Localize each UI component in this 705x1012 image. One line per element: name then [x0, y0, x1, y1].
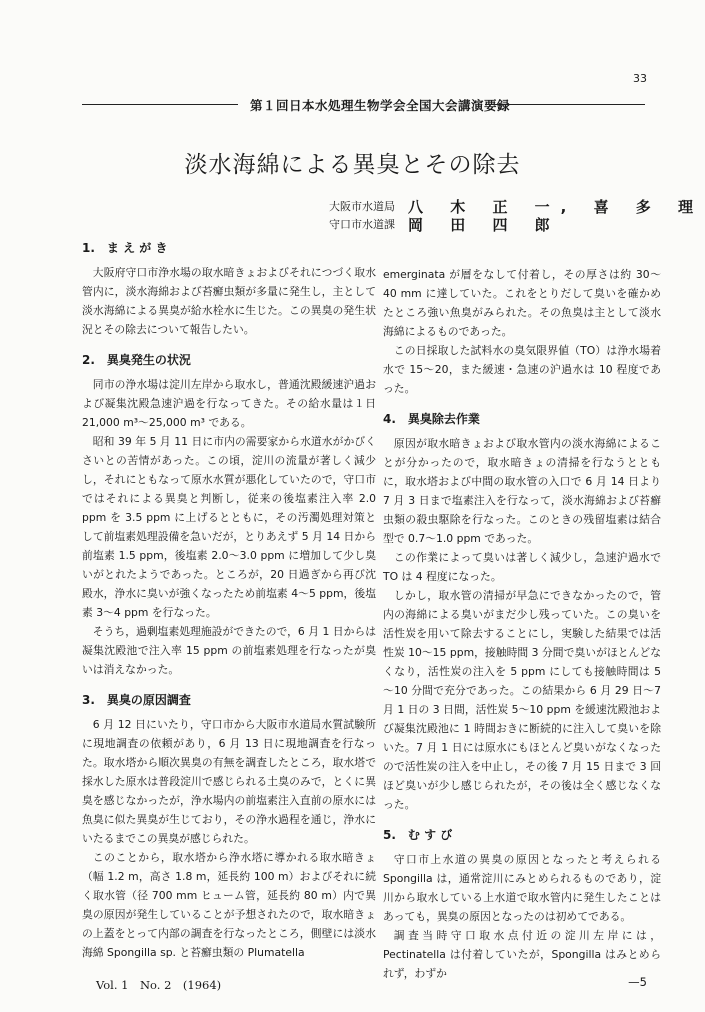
paragraph: 調査当時守口取水点付近の淀川左岸には，Pectinatella は付着していたが，Spongilla はみとめられず，わずか — [383, 929, 661, 980]
banner-text: 第１回日本水処理生物学会全国大会講演要録 — [250, 98, 511, 113]
paragraph: 守口市上水道の異臭の原因となったと考えられる Spongilla は，通常淀川にみとめられるものであり，淀川から取水している上水道で取水管内に発生したことはあっても，異臭の原因となったのは初めてである。 — [383, 853, 661, 923]
paragraph: そうち，過剰塩素処理施設ができたので，6 月 1 日からは凝集沈殿池で注入率 15 ppm の前塩素処理を行なったが臭いは消えなかった。 — [82, 625, 376, 676]
section-heading: 4. 異臭除去作業 — [383, 412, 480, 426]
section-heading: 3. 異臭の原因調査 — [82, 693, 191, 707]
paper-title: 淡水海綿による異臭とその除去 — [184, 152, 521, 178]
paragraph: この作業によって臭いは著しく減少し，急速沪過水で TO は 4 程度になった。 — [383, 551, 661, 583]
right-column — [383, 265, 661, 983]
conference-banner — [82, 96, 645, 112]
paragraph: 大阪府守口市浄水場の取水暗きょおよびそれにつづく取水管内に，淡水海綿および苔癬虫類が多量に発生し，主として淡水海綿による異臭が給水栓水に生じた。この異臭の発生状況とその除去について報告したい。 — [82, 266, 376, 336]
paragraph: 原因が取水暗きょおよび取水管内の淡水海綿によることが分かったので，取水暗きょの清掃を行なうとともに，取水塔および中間の取水管の入口で 6 月 14 日より 7 月 3 日まで塩素注入を行なって，淡水海綿および苔癬虫類の殺虫駆除を行なった。このときの残留塩素は結合型で 0.7～1.0 ppm であった。 — [383, 437, 661, 545]
paragraph: 昭和 39 年 5 月 11 日に市内の需要家から水道水がかびくさいとの苦情があった。この頃，淀川の流量が著しく減少し，それにともなって原水水質が悪化していたので，守口市ではそれによる異臭と判断し，従来の後塩素注入率 2.0 ppm を 3.5 ppm に上げるとともに，その汚濁処理対策として前塩素処理設備を急いだが，とりあえず 5 月 14 日から前塩素 1.5 ppm，後塩素 2.0～3.0 ppm に増加して少し臭いがとれたようであった。ところが，20 日過ぎから再び沈殿水，浄水に臭いが強くなったため前塩素 4～5 ppm，後塩素 3～4 ppm を行なった。 — [82, 435, 376, 619]
footer-page-number: —5 — [628, 975, 647, 989]
left-column — [82, 239, 376, 962]
paragraph: この日採取した試料水の臭気限界値（TO）は浄水場着水で 15～20，また緩速・急速の沪過水は 10 程度であった。 — [383, 344, 661, 395]
affiliation-osaka: 大阪市水道局 — [329, 200, 395, 213]
banner-rule-right — [485, 104, 645, 105]
paragraph: しかし，取水管の清掃が早急にできなかったので，管内の海綿による臭いがまだ少し残っていた。この臭いを活性炭を用いて除去することにし，実験した結果では活性炭 10～15 ppm，接触時間 3 分間で臭いがほとんどなくなり，活性炭の注入を 5 ppm にしても接触時間は 5～10 分間で充分であった。この結果から 6 月 29 日～7 月 1 日の 3 日間，活性炭 5～10 ppm を緩速沈殿池および凝集沈殿池に 1 時間おきに断続的に注入して臭いを除いた。7 月 1 日には原水にもほとんど臭いがなくなったので活性炭の注入を中止し，その後 7 月 15 日まで 3 回ほど臭いが少し感じられたが，その後は全く感じなくなった。 — [383, 589, 661, 811]
paragraph: このことから，取水塔から浄水塔に導かれる取水暗きょ（幅 1.2 m，高さ 1.8 m，延長約 100 m）およびそれに続く取水管（径 700 mm ヒューム管，延長約 80 m）内で異臭の原因が発生していることが予想されたので，取水暗きょの上蓋をとって内部の調査を行なったところ，側壁には淡水海綿 Spongilla sp. と苔癬虫類の Plumatella — [82, 851, 376, 959]
paragraph: 同市の浄水場は淀川左岸から取水し，普通沈殿緩速沪過および凝集沈殿急速沪過を行なってきた。その給水量は１日 21,000 m³～25,000 m³ である。 — [82, 378, 376, 429]
section-heading: 5. む す び — [383, 828, 453, 842]
author-names-2: 岡 田 四 郎 — [408, 216, 561, 234]
section-heading: 2. 異臭発生の状況 — [82, 353, 191, 367]
journal-footer: Vol. 1 No. 2 (1964) — [96, 978, 222, 992]
banner-rule-left — [82, 104, 238, 105]
paragraph: 6 月 12 日にいたり，守口市から大阪市水道局水質試験所に現地調査の依頼があり，6 月 13 日に現地調査を行なった。取水塔から順次異臭の有無を調査したところ，取水塔で採水した原水は普段淀川で感じられる土臭のみで，とくに異臭を感じなかったが，浄水場内の前塩素注入直前の原水には魚臭に似た異臭が生じており，その浄水過程を通じ，浄水にいたるまでこの異臭が感じられた。 — [82, 718, 376, 845]
paragraph: emerginata が層をなして付着し，その厚さは約 30～40 mm に達していた。これをとりだして臭いを確かめたところ強い魚臭がみられた。その魚臭は主として淡水海綿によるものであった。 — [383, 268, 661, 338]
section-heading: 1. ま え が き — [82, 241, 168, 255]
affiliation-moriguchi: 守口市水道課 — [329, 218, 395, 231]
author-names-1: 八 木 正 一, 喜 多 理 — [408, 198, 705, 216]
page-number: 33 — [633, 72, 647, 85]
